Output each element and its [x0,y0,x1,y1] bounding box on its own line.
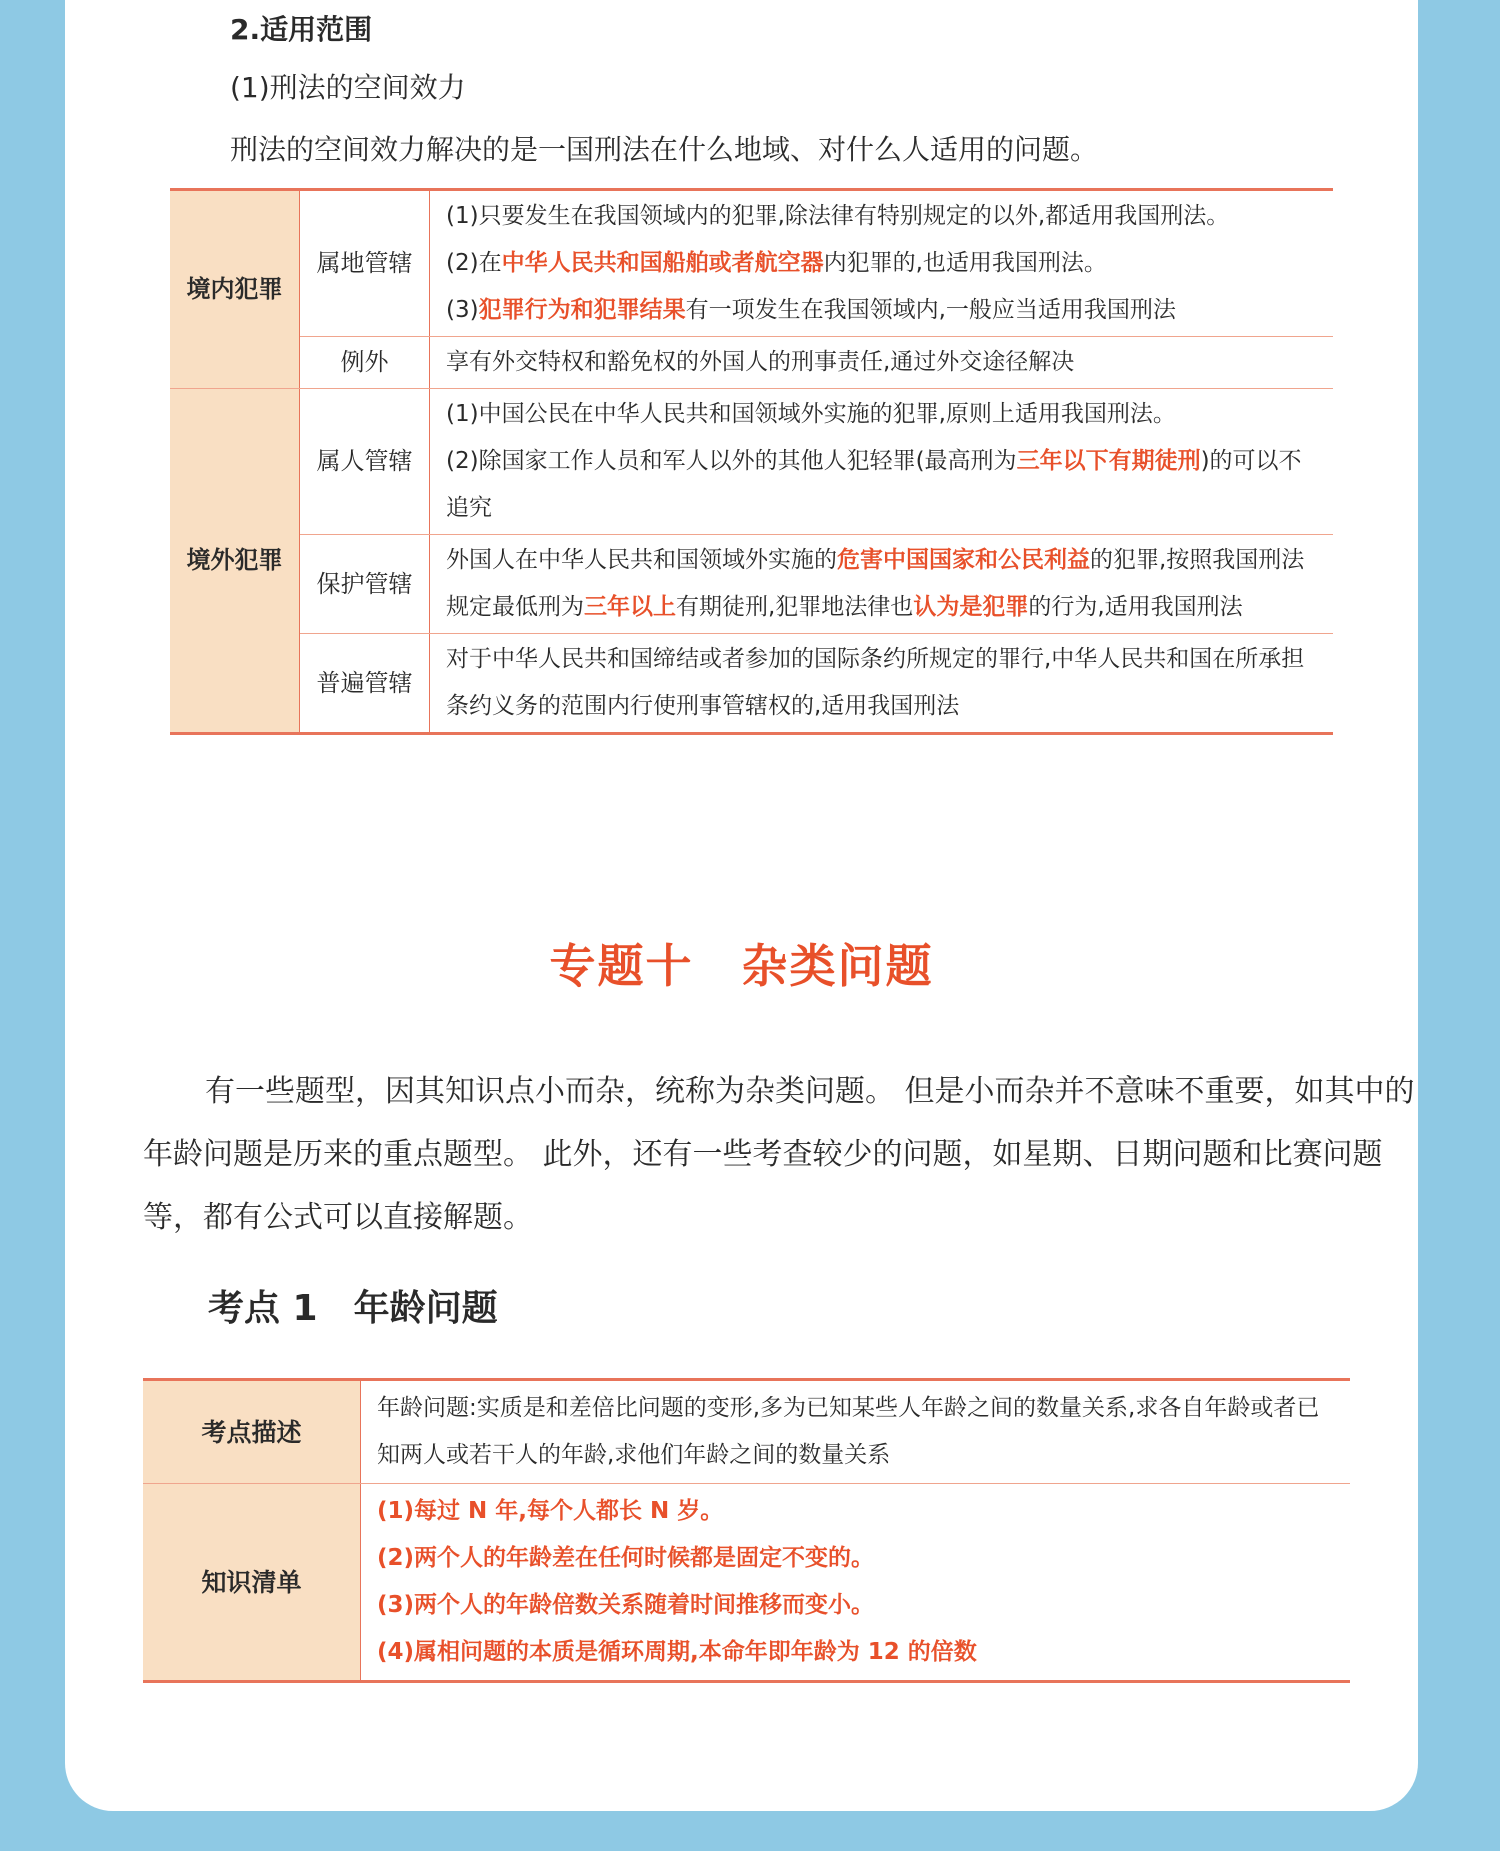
table-row [143,1380,1350,1484]
personal-p1: (1)中国公民在中华人民共和国领域外实施的犯罪,原则上适用我国刑法。 [446,401,1176,427]
table-row [170,634,1333,734]
universal-content: 对于中华人民共和国缔结或者参加的国际条约所规定的罪行,中华人民共和国在所承担条约义务的范围内行使刑事管辖权的,适用我国刑法 [430,634,1334,734]
label-exception: 例外 [300,337,430,389]
list-item: (4)属相问题的本质是循环周期,本命年即年龄为 12 的倍数 [377,1639,977,1665]
label-territorial: 属地管辖 [300,190,430,337]
description-content: 年龄问题:实质是和差倍比问题的变形,多为已知某些人年龄之间的数量关系,求各自年龄或者已知两人或若干人的年龄,求他们年龄之间的数量关系 [361,1380,1351,1484]
page-sheet [65,0,1418,1811]
intro-paragraph: 有一些题型，因其知识点小而杂，统称为杂类问题。 但是小而杂并不意味不重要，如其中的年龄问题是历来的重点题型。 此外，还有一些考查较少的问题，如星期、日期问题和比赛问题等，都有公式可以直接解题。 [143,1074,1415,1235]
label-knowledge-list: 知识清单 [143,1484,361,1682]
table-row [170,535,1333,634]
personal-content [430,389,1334,535]
label-personal: 属人管辖 [300,389,430,535]
chapter-title: 专题十 杂类问题 [549,939,934,993]
table-row [170,337,1333,389]
territorial-content [430,190,1334,337]
lead-paragraph: 刑法的空间效力解决的是一国刑法在什么地域、对什么人适用的问题。 [230,133,1099,166]
territorial-p2: (2)在中华人民共和国船舶或者航空器内犯罪的,也适用我国刑法。 [446,250,1107,276]
label-protective: 保护管辖 [300,535,430,634]
age-problem-table [143,1378,1350,1683]
protective-content: 外国人在中华人民共和国领域外实施的危害中国国家和公民利益的犯罪,按照我国刑法规定最低刑为三年以上有期徒刑,犯罪地法律也认为是犯罪的行为,适用我国刑法 [430,535,1334,634]
list-item: (3)两个人的年龄倍数关系随着时间推移而变小。 [377,1592,875,1618]
exception-content: 享有外交特权和豁免权的外国人的刑事责任,通过外交途径解决 [430,337,1334,389]
table-row [170,389,1333,535]
table-row [170,190,1333,337]
category-foreign: 境外犯罪 [170,389,300,734]
list-item: (2)两个人的年龄差在任何时候都是固定不变的。 [377,1545,875,1571]
section-heading: 2.适用范围 [230,13,373,46]
table-row [143,1484,1350,1682]
category-domestic: 境内犯罪 [170,190,300,389]
list-item: (1)每过 N 年,每个人都长 N 岁。 [377,1498,724,1524]
jurisdiction-table [170,188,1333,735]
exam-point-title: 考点 1 年龄问题 [208,1288,498,1329]
label-description: 考点描述 [143,1380,361,1484]
subheading: (1)刑法的空间效力 [230,71,466,104]
label-universal: 普遍管辖 [300,634,430,734]
territorial-p3: (3)犯罪行为和犯罪结果有一项发生在我国领域内,一般应当适用我国刑法 [446,297,1176,323]
territorial-p1: (1)只要发生在我国领域内的犯罪,除法律有特别规定的以外,都适用我国刑法。 [446,203,1230,229]
personal-p2: (2)除国家工作人员和军人以外的其他人犯轻罪(最高刑为三年以下有期徒刑)的可以不追究 [446,448,1302,521]
knowledge-list [361,1484,1351,1682]
